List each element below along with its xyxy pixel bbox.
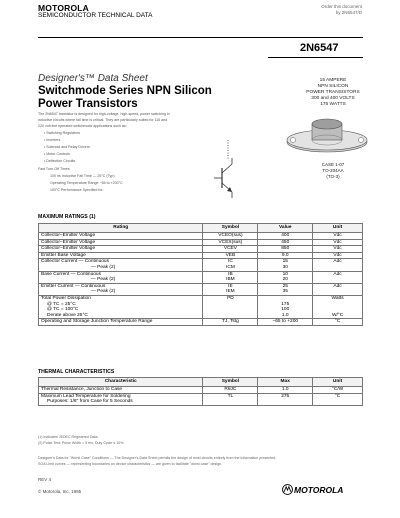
designer-note: SOA Limit curves — representing boundaries on device characteristics — are given to facilitate "worst case" design. <box>38 462 223 466</box>
rating-cell: Collector–Emitter Voltage <box>39 246 203 253</box>
description-line: 100 ns Inductive Fall Time — 25°C (Typ) <box>50 174 115 178</box>
description-line: Operating Temperature Range −65 to +200°C <box>50 181 123 185</box>
description-line: • Deflection Circuits <box>44 159 76 163</box>
case-line: (TO-3) <box>326 174 340 179</box>
max-ratings-table <box>38 223 363 326</box>
rating-cell: Emitter Current — Continuous — Peak (2) <box>39 283 203 295</box>
symbol-cell: IC ICM <box>203 259 258 271</box>
max-ratings-row <box>39 252 363 259</box>
column-header: Value <box>258 224 313 233</box>
thermal-table <box>38 377 363 406</box>
rating-cell: Base Current — Continuous — Peak (2) <box>39 271 203 283</box>
unit-cell: °C <box>313 319 363 326</box>
unit-cell: Vdc <box>313 252 363 259</box>
thermal-heading: THERMAL CHARACTERISTICS <box>38 369 115 375</box>
thermal-row <box>39 393 363 405</box>
header-rule <box>38 37 363 38</box>
part-rule <box>268 57 363 58</box>
max-ratings-row <box>39 233 363 240</box>
max-ratings-row <box>39 259 363 271</box>
max-ratings-row <box>39 319 363 326</box>
spec-box <box>278 78 388 108</box>
description-line: The 2N6547 transistor is designed for high-voltage, high-speed, power switching in <box>38 112 170 116</box>
value-cell: 9.0 <box>258 252 313 259</box>
case-line: CASE 1-07 <box>321 162 345 167</box>
value-cell: 25 35 <box>258 283 313 295</box>
symbol-cell: VCEV <box>203 246 258 253</box>
max-ratings-row <box>39 271 363 283</box>
symbol-cell: IE IEM <box>203 283 258 295</box>
max-ratings-row <box>39 246 363 253</box>
value-cell: 400 <box>258 233 313 240</box>
column-header: Unit <box>313 224 363 233</box>
value-cell: 15 30 <box>258 259 313 271</box>
column-header: Symbol <box>203 378 258 387</box>
symbol-cell: VCEO(sus) <box>203 233 258 240</box>
value-cell: −65 to +200 <box>258 319 313 326</box>
value-cell: 450 <box>258 239 313 246</box>
description-line: inductive circuits where fall time is critical. They are particularly suited for 115 and <box>38 118 168 122</box>
header-subtitle: SEMICONDUCTOR TECHNICAL DATA <box>38 12 153 19</box>
unit-cell: °C/W <box>313 387 363 394</box>
description-line: • Motor Controls <box>44 152 70 156</box>
header-brand: MOTOROLA <box>38 3 90 13</box>
npn-transistor-symbol-icon <box>210 140 255 200</box>
to3-package-icon <box>282 118 372 160</box>
max-ratings-row <box>39 283 363 295</box>
column-header: Unit <box>313 378 363 387</box>
footnote: (2) Pulse Test: Pulse Width = 5 ms, Duty Cycle ≤ 10%. <box>38 441 125 445</box>
max-ratings-row <box>39 239 363 246</box>
rating-cell: Maximum Lead Temperature for Soldering Purposes: 1/8" from Case for 5 Seconds <box>39 393 203 405</box>
motorola-logo-icon <box>282 484 293 495</box>
title-line-2: Power Transistors <box>38 98 138 110</box>
spec-line: 15 AMPERE <box>319 78 347 83</box>
rating-cell: Collector Current — Continuous — Peak (2) <box>39 259 203 271</box>
column-header: Rating <box>39 224 203 233</box>
footer-brand: MOTOROLA <box>294 485 344 495</box>
unit-cell: Vdc <box>313 239 363 246</box>
designers-data-sheet: Designer's™ Data Sheet <box>38 73 148 84</box>
description-line: • Inverters <box>44 138 61 142</box>
description-line: 220 volt line operated switchmode applications such as: <box>38 124 127 128</box>
unit-cell: Vdc <box>313 233 363 240</box>
order-line-2: by 2N6547/D <box>335 10 362 15</box>
unit-cell: Adc <box>313 259 363 271</box>
symbol-cell: VEB <box>203 252 258 259</box>
rating-cell: Collector–Emitter Voltage <box>39 233 203 240</box>
unit-cell: Watts W/°C <box>313 295 363 318</box>
symbol-cell: PD <box>203 295 258 318</box>
unit-cell: Adc <box>313 283 363 295</box>
thermal-row <box>39 387 363 394</box>
value-cell: 850 <box>258 246 313 253</box>
rating-cell: Thermal Resistance, Junction to Case <box>39 387 203 394</box>
spec-line: POWER TRANSISTORS <box>306 90 360 95</box>
rating-cell: Emitter Base Voltage <box>39 252 203 259</box>
unit-cell: Vdc <box>313 246 363 253</box>
copyright: © Motorola, Inc. 1995 <box>38 489 82 494</box>
description-line: • Solenoid and Relay Drivers <box>44 145 90 149</box>
value-cell: 10 20 <box>258 271 313 283</box>
case-line: TO-204AA <box>322 168 344 173</box>
rating-cell: Collector–Emitter Voltage <box>39 239 203 246</box>
value-cell: 275 <box>258 393 313 405</box>
title-line-1: Switchmode Series NPN Silicon <box>38 85 212 97</box>
spec-line: 175 WATTS <box>320 102 346 107</box>
column-header: Max <box>258 378 313 387</box>
symbol-cell: TL <box>203 393 258 405</box>
description-line: Fast Turn-Off Times <box>38 167 70 171</box>
value-cell: 1.0 <box>258 387 313 394</box>
symbol-cell: TJ, Tstg <box>203 319 258 326</box>
max-ratings-row <box>39 295 363 318</box>
symbol-cell: VCEX(sus) <box>203 239 258 246</box>
value-cell: 175 100 1.0 <box>258 295 313 318</box>
designer-note: Designer's Data for "Worst Case" Conditions — The Designer's Data Sheet permits the design of most circuits entirely from the information presented. <box>38 456 277 460</box>
part-number: 2N6547 <box>300 42 339 54</box>
description-line: • Switching Regulators <box>44 131 81 135</box>
column-header: Symbol <box>203 224 258 233</box>
case-label <box>268 162 398 180</box>
rating-cell: Operating and Storage Junction Temperature Range <box>39 319 203 326</box>
order-line-1: Order this document <box>321 4 362 9</box>
revision: REV 4 <box>38 477 52 482</box>
spec-line: NPN SILICON <box>317 84 349 89</box>
max-ratings-heading: MAXIMUM RATINGS (1) <box>38 214 96 220</box>
symbol-cell: IB IBM <box>203 271 258 283</box>
description-line: 100°C Performance Specified for: <box>50 188 104 192</box>
spec-line: 300 and 400 VOLTS <box>311 96 355 101</box>
unit-cell: °C <box>313 393 363 405</box>
order-info <box>272 4 362 16</box>
footnote: (1) Indicates JEDEC Registered Data. <box>38 435 99 439</box>
unit-cell: Adc <box>313 271 363 283</box>
rating-cell: Total Power Dissipation @ TC = 25°C @ TC = 100°C Derate above 25°C <box>39 295 203 318</box>
page-title <box>38 85 268 111</box>
column-header: Characteristic <box>39 378 203 387</box>
symbol-cell: RθJC <box>203 387 258 394</box>
